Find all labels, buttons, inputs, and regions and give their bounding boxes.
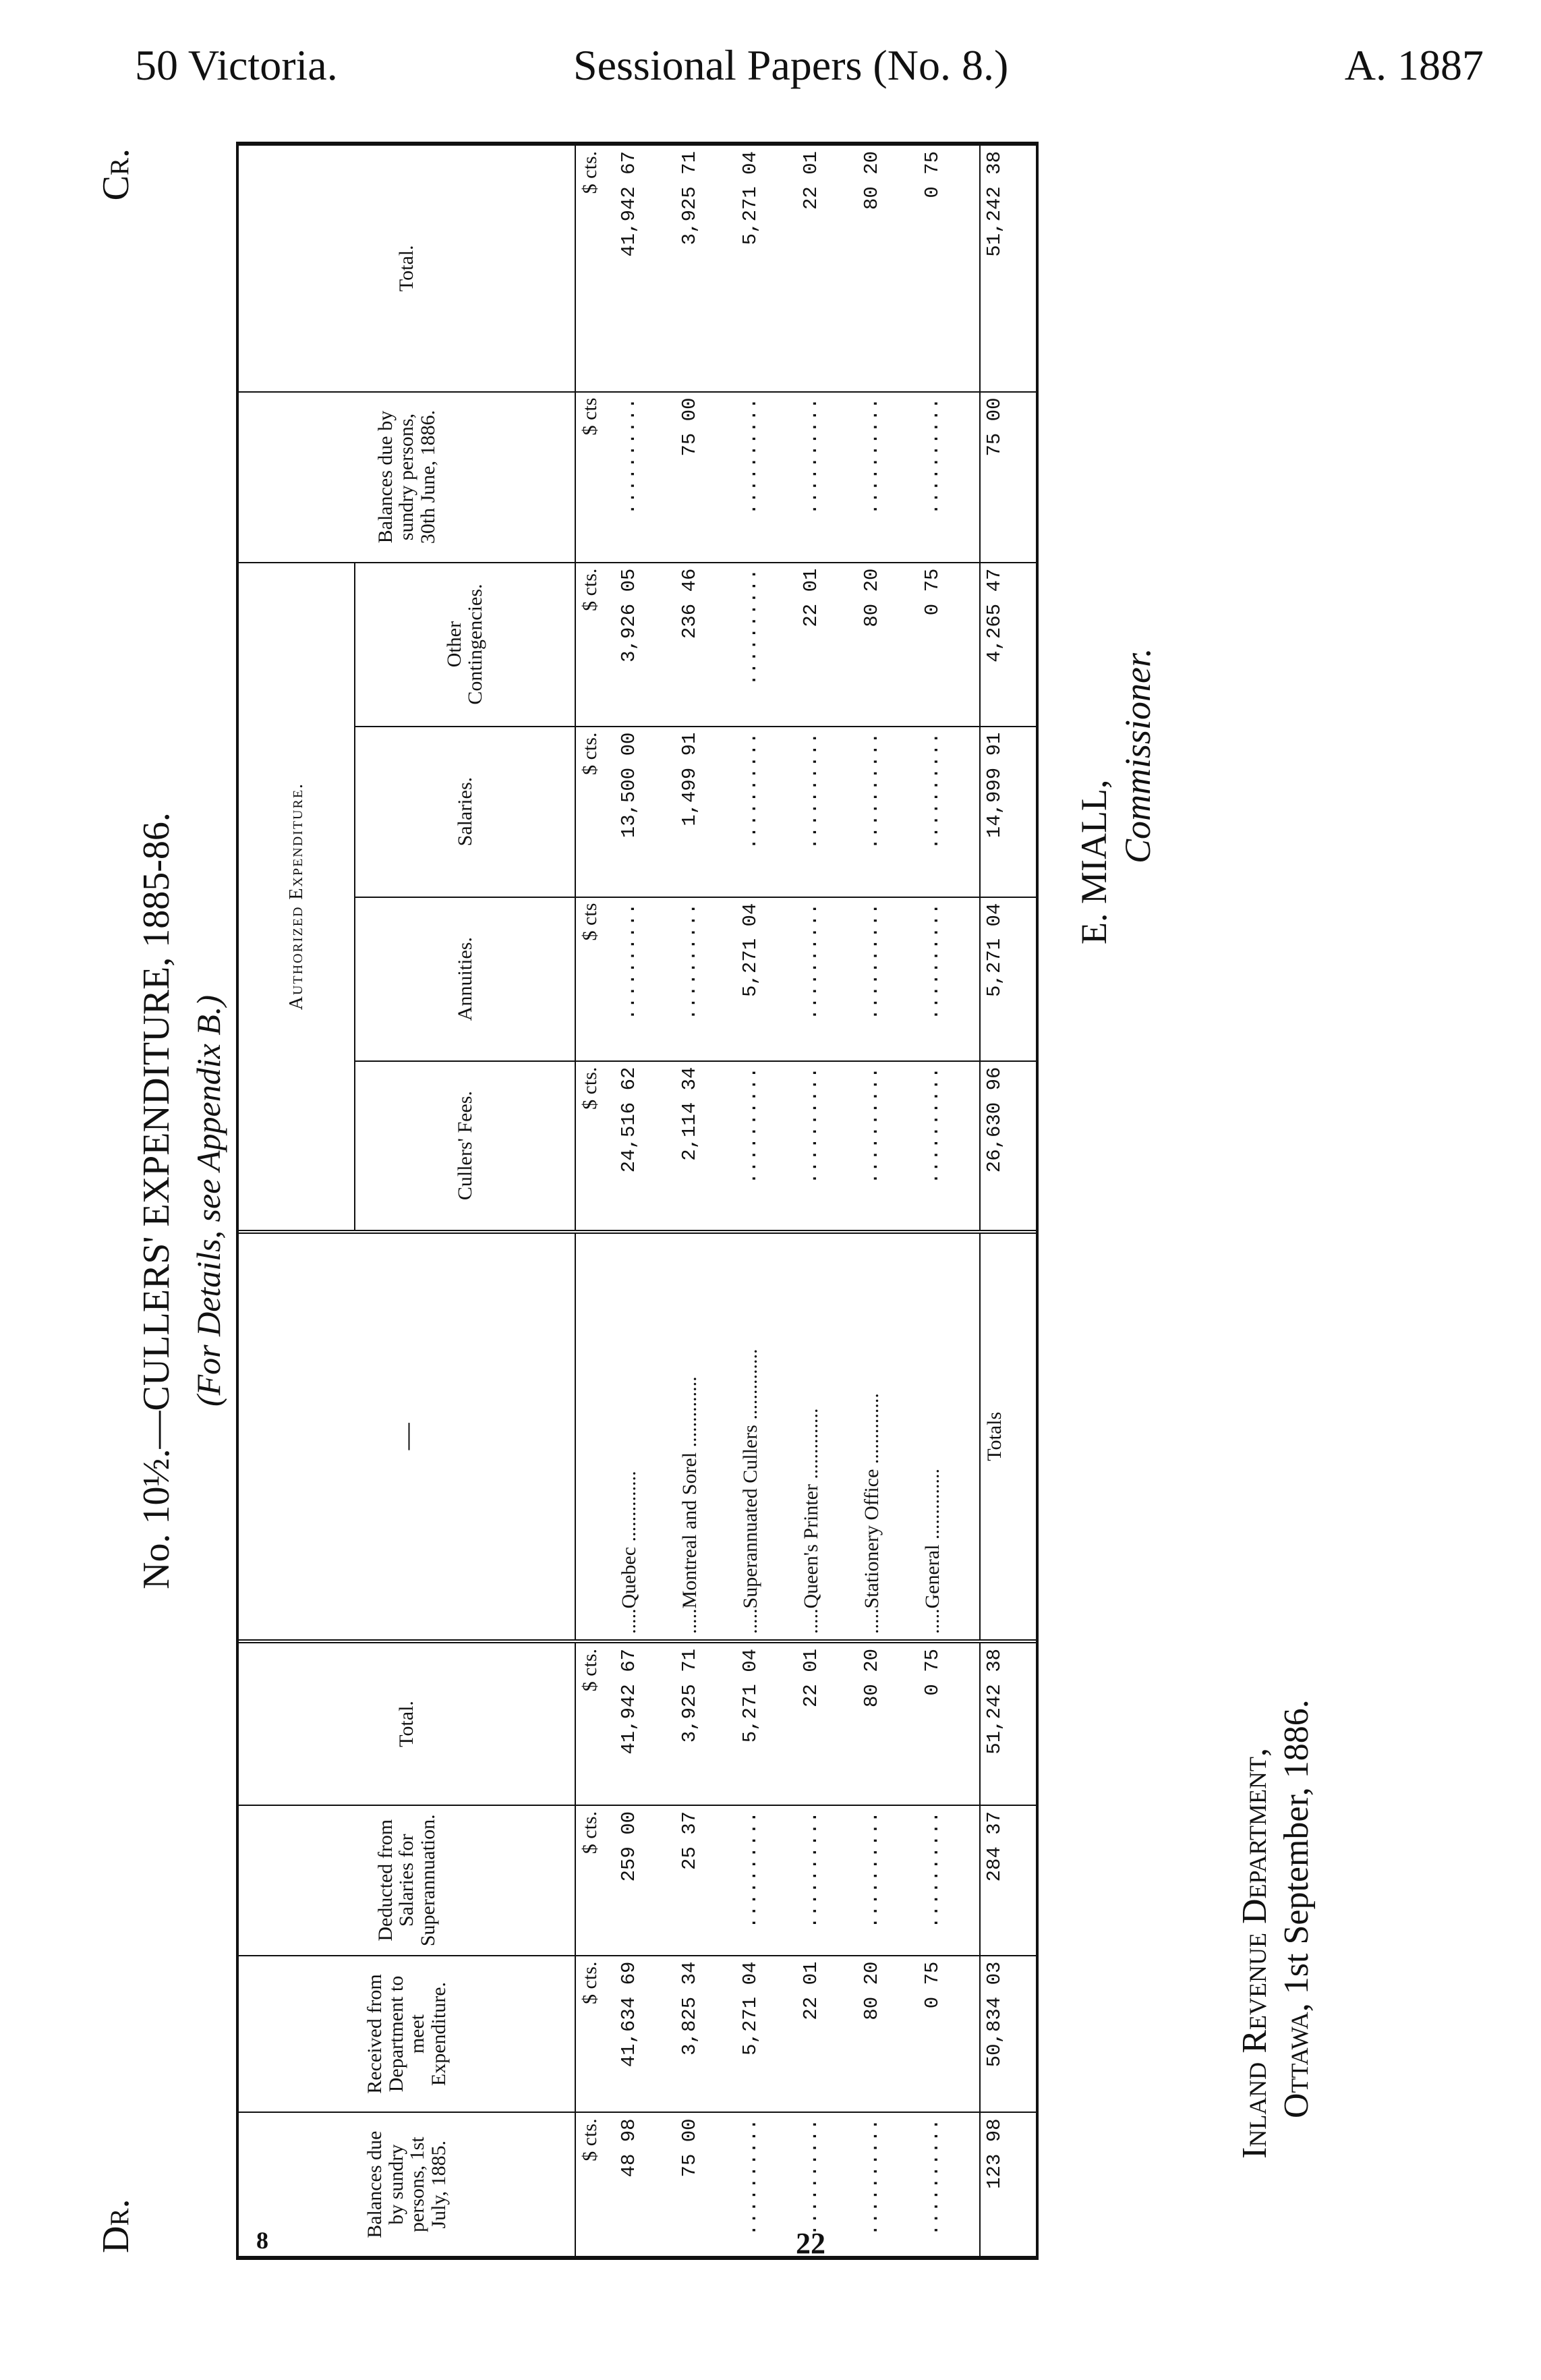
rotated-page [95,142,1517,2260]
cell-bal-july: .......... [861,2118,883,2236]
cell-description: .....Quebec .............. [615,1232,676,1641]
cell-received: 0 75 [919,1956,980,2113]
department-name: Inland Revenue Department, [1235,1747,1274,2159]
signatory-name: E. MIALL, [1074,779,1114,944]
unit-cell: $ cts [575,897,615,1061]
col-head-annuities: Annuities. [355,897,575,1061]
cell-bal-july: .......... [739,2118,761,2236]
total-deducted: 284 37 [980,1805,1036,1956]
cell-fees: 24,516 62 [615,1061,676,1232]
cell-bal-july: .......... [800,2118,822,2236]
header-papers: Sessional Papers (No. 8.) [573,41,1009,89]
cell-annuities: .......... [797,897,858,1061]
cell-total-cr: 3,925 71 [676,146,736,392]
cell-bal-june: .......... [797,392,858,563]
cell-bal-july: 48 98 [618,2118,640,2178]
cell-fees: .......... [736,1061,797,1232]
cell-total-cr: 22 01 [797,146,858,392]
cell-deducted: 25 37 [676,1805,736,1956]
cell-salaries: .......... [736,727,797,897]
cell-total-cr: 80 20 [858,146,919,392]
total-annuities: 5,271 04 [980,897,1036,1061]
unit-cell: $ cts. [579,2118,601,2161]
cell-deducted: .......... [797,1805,858,1956]
cell-salaries: .......... [797,727,858,897]
col-head-authorized: Authorized Expenditure. [239,563,355,1232]
page-number: 22 [796,2227,825,2260]
total-fees: 26,630 96 [980,1061,1036,1232]
col-head-bal-july: Balances due by sundry persons, 1st July, 1885. [239,2112,575,2256]
unit-cell: $ cts. [575,727,615,897]
cell-total-dr: 80 20 [858,1641,919,1805]
signature-block [1072,337,1160,944]
col-head-other: Other Contingencies. [355,563,575,727]
table-row-superannuated [736,146,797,2256]
col-head-total-cr: Total. [239,146,575,392]
page-mark: 8 [256,2227,268,2254]
cell-description: .....Queen's Printer .............. [797,1232,858,1641]
place-and-date [1276,1699,1318,2159]
header-session: 50 Victoria. [135,41,338,89]
cell-bal-june: .......... [615,392,676,563]
unit-cell: $ cts. [575,146,615,392]
ledger-frame [236,142,1039,2260]
cell-fees: .......... [797,1061,858,1232]
total-bal-july: 123 98 [980,2112,1036,2256]
cell-total-dr: 0 75 [919,1641,980,1805]
col-head-fees: Cullers' Fees. [355,1061,575,1232]
unit-cell: $ cts. [575,1805,615,1956]
col-head-received: Received from Department to meet Expenditure. [239,1956,575,2113]
cell-total-dr: 22 01 [797,1641,858,1805]
cell-received: 80 20 [858,1956,919,2113]
units-row [575,146,615,2256]
cell-bal-june: .......... [736,392,797,563]
cell-description: .....Stationery Office .............. [858,1232,919,1641]
cell-fees: 2,114 34 [676,1061,736,1232]
cell-fees: .......... [919,1061,980,1232]
table-title: No. 10½.—CULLERS' EXPENDITURE, 1885-86. [136,812,177,1589]
total-salaries: 14,999 91 [980,727,1036,897]
cell-annuities: .......... [858,897,919,1061]
cell-fees: .......... [858,1061,919,1232]
total-received: 50,834 03 [980,1956,1036,2113]
unit-cell: $ cts. [575,1061,615,1232]
cell-received: 3,825 34 [676,1956,736,2113]
credit-label: Cr. [95,148,137,201]
cell-total-cr: 5,271 04 [736,146,797,392]
cell-received: 41,634 69 [615,1956,676,2113]
table-row-stationery [858,146,919,2256]
totals-row [980,146,1036,2256]
cell-bal-july: .......... [921,2118,943,2236]
cell-other: 22 01 [797,563,858,727]
cell-bal-june: 75 00 [676,392,736,563]
cell-other: 236 46 [676,563,736,727]
cell-salaries: 1,499 91 [676,727,736,897]
cell-description: .....Montreal and Sorel .............. [676,1232,736,1641]
col-head-bal-june: Balances due by sundry persons, 30th June, 1886. [239,392,575,563]
cell-bal-july: 75 00 [678,2118,701,2178]
cell-total-cr: 41,942 67 [615,146,676,392]
header-row-1 [239,146,355,2256]
header-year: A. 1887 [1344,41,1484,89]
total-total-dr: 51,242 38 [980,1641,1036,1805]
cell-total-dr: 3,925 71 [676,1641,736,1805]
unit-cell: $ cts. [575,1956,615,2113]
unit-cell: $ cts. [575,563,615,727]
col-head-total-dr: Total. [239,1641,575,1805]
cell-other: .......... [736,563,797,727]
unit-cell: $ cts [575,392,615,563]
cell-description: .....General .............. [919,1232,980,1641]
cell-description: .....Superannuated Cullers .............. [736,1232,797,1641]
cell-annuities: 5,271 04 [736,897,797,1061]
cell-other: 80 20 [858,563,919,727]
cell-salaries: 13,500 00 [615,727,676,897]
cell-other: 0 75 [919,563,980,727]
cell-received: 5,271 04 [736,1956,797,2113]
total-other: 4,265 47 [980,563,1036,727]
col-head-deducted: Deducted from Salaries for Superannuation. [239,1805,575,1956]
cell-salaries: .......... [858,727,919,897]
cell-deducted: .......... [736,1805,797,1956]
cell-annuities: .......... [676,897,736,1061]
table-row-general [919,146,980,2256]
cell-total-dr: 41,942 67 [615,1641,676,1805]
place-city: Ottawa [1277,2012,1316,2118]
table-row-quebec [615,146,676,2256]
totals-label: Totals [980,1232,1036,1641]
cell-annuities: .......... [919,897,980,1061]
cell-deducted: .......... [919,1805,980,1956]
cell-bal-june: .......... [919,392,980,563]
debit-label: Dr. [95,2199,137,2253]
page-header [135,40,1484,101]
total-total-cr: 51,242 38 [980,146,1036,392]
unit-cell-blank [575,1232,615,1641]
col-head-description: — [239,1232,575,1641]
cell-deducted: .......... [858,1805,919,1956]
place-date: , 1st September, 1886. [1277,1699,1316,2012]
cell-deducted: 259 00 [615,1805,676,1956]
cell-annuities: .......... [615,897,676,1061]
signatory-role: Commissioner. [1117,648,1158,863]
cell-total-cr: 0 75 [919,146,980,392]
cell-bal-june: .......... [858,392,919,563]
cell-total-dr: 5,271 04 [736,1641,797,1805]
table-row-montreal [676,146,736,2256]
total-bal-june: 75 00 [980,392,1036,563]
col-head-salaries: Salaries. [355,727,575,897]
cell-other: 3,926 05 [615,563,676,727]
cell-received: 22 01 [797,1956,858,2113]
cell-salaries: .......... [919,727,980,897]
expenditure-table [239,146,1036,2256]
unit-cell: $ cts. [575,1641,615,1805]
dateline-block [1234,1699,1318,2159]
table-subtitle: (For Details, see Appendix B.) [190,994,227,1407]
table-row-queens-printer [797,146,858,2256]
